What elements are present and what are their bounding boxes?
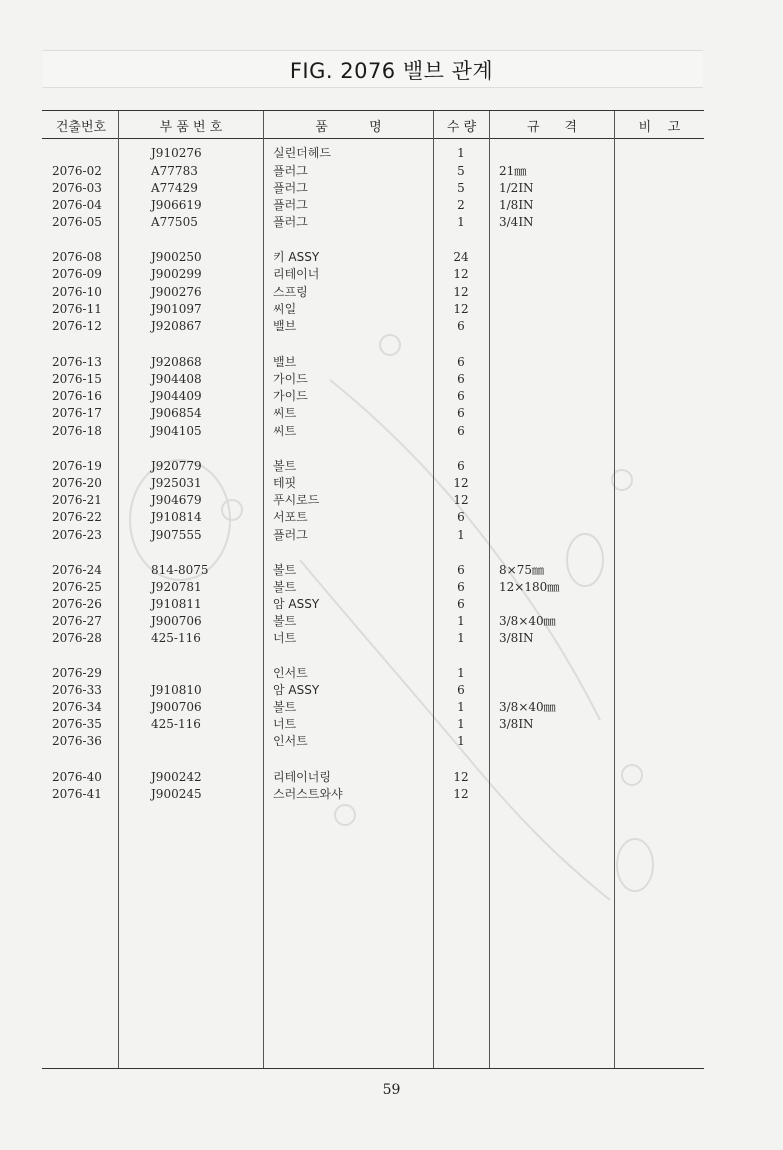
- item-number-cell: 2076-15: [52, 372, 102, 386]
- part-name-cell: 밸브: [273, 319, 297, 333]
- part-number-cell: A77429: [151, 181, 198, 195]
- spec-cell: 8×75㎜: [499, 563, 544, 577]
- quantity-cell: 6: [457, 406, 465, 420]
- part-name-cell: 볼트: [273, 563, 297, 577]
- item-number-cell: 2076-03: [52, 181, 102, 195]
- quantity-cell: 12: [453, 285, 469, 299]
- part-name-cell: 볼트: [273, 700, 297, 714]
- spec-cell: 3/8×40㎜: [499, 700, 556, 714]
- header-spec: 규 격: [527, 120, 577, 135]
- part-name-cell: 서포트: [273, 510, 308, 524]
- quantity-cell: 24: [453, 250, 469, 264]
- part-name-cell: 푸시로드: [273, 493, 320, 507]
- quantity-cell: 6: [457, 563, 465, 577]
- item-number-cell: 2076-12: [52, 319, 102, 333]
- quantity-cell: 6: [457, 459, 465, 473]
- quantity-cell: 6: [457, 424, 465, 438]
- part-number-cell: J904408: [151, 372, 202, 386]
- part-name-cell: 암 ASSY: [273, 597, 320, 611]
- quantity-cell: 1: [457, 614, 465, 628]
- item-number-cell: 2076-25: [52, 580, 102, 594]
- part-name-cell: 인서트: [273, 666, 308, 680]
- part-number-cell: J920867: [151, 319, 202, 333]
- header-part-number: 부 품 번 호: [159, 120, 223, 135]
- part-name-cell: 가이드: [273, 389, 308, 403]
- part-name-cell: 볼트: [273, 459, 297, 473]
- quantity-cell: 5: [457, 164, 465, 178]
- item-number-cell: 2076-19: [52, 459, 102, 473]
- part-number-cell: J920781: [151, 580, 202, 594]
- part-name-cell: 플러그: [273, 181, 308, 195]
- item-number-cell: 2076-20: [52, 476, 102, 490]
- part-number-cell: J901097: [151, 302, 202, 316]
- quantity-cell: 6: [457, 597, 465, 611]
- item-number-cell: 2076-04: [52, 198, 102, 212]
- item-number-cell: 2076-27: [52, 614, 102, 628]
- item-number-cell: 2076-26: [52, 597, 102, 611]
- item-number-cell: 2076-17: [52, 406, 102, 420]
- quantity-cell: 2: [457, 198, 465, 212]
- table-bottom-rule: [42, 1068, 704, 1069]
- quantity-cell: 1: [457, 717, 465, 731]
- item-number-cell: 2076-34: [52, 700, 102, 714]
- header-part-name: 품 명: [315, 120, 382, 135]
- part-name-cell: 플러그: [273, 164, 308, 178]
- page-number: 59: [382, 1082, 401, 1098]
- part-number-cell: J906619: [151, 198, 202, 212]
- quantity-cell: 1: [457, 528, 465, 542]
- part-name-cell: 리테이너링: [273, 770, 331, 784]
- header-item-number: 건출번호: [55, 120, 107, 135]
- part-name-cell: 플러그: [273, 215, 308, 229]
- part-number-cell: J920868: [151, 355, 202, 369]
- part-number-cell: J900706: [151, 700, 202, 714]
- part-number-cell: J904679: [151, 493, 202, 507]
- part-name-cell: 밸브: [273, 355, 297, 369]
- item-number-cell: 2076-35: [52, 717, 102, 731]
- item-number-cell: 2076-29: [52, 666, 102, 680]
- item-number-cell: 2076-41: [52, 787, 102, 801]
- part-name-cell: 테핏: [273, 476, 297, 490]
- header-quantity: 수 량: [446, 120, 477, 135]
- part-number-cell: J900299: [151, 267, 202, 281]
- column-divider: [489, 111, 490, 1068]
- table-header-rule: [42, 138, 704, 139]
- part-number-cell: J900706: [151, 614, 202, 628]
- item-number-cell: 2076-21: [52, 493, 102, 507]
- part-name-cell: 실린더헤드: [273, 146, 331, 160]
- item-number-cell: 2076-09: [52, 267, 102, 281]
- part-name-cell: 암 ASSY: [273, 683, 320, 697]
- item-number-cell: 2076-28: [52, 631, 102, 645]
- part-name-cell: 씨일: [273, 302, 297, 316]
- part-name-cell: 플러그: [273, 528, 308, 542]
- part-number-cell: J910811: [151, 597, 202, 611]
- part-number-cell: 814-8075: [151, 563, 209, 577]
- part-number-cell: J904105: [151, 424, 202, 438]
- item-number-cell: 2076-02: [52, 164, 102, 178]
- part-number-cell: J910814: [151, 510, 202, 524]
- page-title: FIG. 2076 밸브 관계: [289, 59, 494, 83]
- part-number-cell: 425-116: [151, 717, 201, 731]
- part-number-cell: J900245: [151, 787, 202, 801]
- column-divider: [614, 111, 615, 1068]
- part-name-cell: 스프링: [273, 285, 308, 299]
- column-divider: [433, 111, 434, 1068]
- part-number-cell: J925031: [151, 476, 202, 490]
- spec-cell: 12×180㎜: [499, 580, 560, 594]
- item-number-cell: 2076-11: [52, 302, 102, 316]
- quantity-cell: 6: [457, 580, 465, 594]
- quantity-cell: 6: [457, 389, 465, 403]
- part-number-cell: J910276: [151, 146, 202, 160]
- part-name-cell: 가이드: [273, 372, 308, 386]
- quantity-cell: 5: [457, 181, 465, 195]
- part-name-cell: 볼트: [273, 580, 297, 594]
- item-number-cell: 2076-33: [52, 683, 102, 697]
- item-number-cell: 2076-23: [52, 528, 102, 542]
- item-number-cell: 2076-16: [52, 389, 102, 403]
- item-number-cell: 2076-13: [52, 355, 102, 369]
- part-name-cell: 플러그: [273, 198, 308, 212]
- quantity-cell: 12: [453, 770, 469, 784]
- part-number-cell: J900250: [151, 250, 202, 264]
- column-divider: [118, 111, 119, 1068]
- item-number-cell: 2076-08: [52, 250, 102, 264]
- quantity-cell: 1: [457, 700, 465, 714]
- part-number-cell: J907555: [151, 528, 202, 542]
- part-number-cell: J910810: [151, 683, 202, 697]
- part-number-cell: A77783: [151, 164, 198, 178]
- quantity-cell: 1: [457, 734, 465, 748]
- quantity-cell: 12: [453, 476, 469, 490]
- part-name-cell: 스러스트와샤: [273, 787, 343, 801]
- spec-cell: 3/8×40㎜: [499, 614, 556, 628]
- item-number-cell: 2076-40: [52, 770, 102, 784]
- part-name-cell: 너트: [273, 631, 297, 645]
- spec-cell: 21㎜: [499, 164, 527, 178]
- part-number-cell: J920779: [151, 459, 202, 473]
- item-number-cell: 2076-36: [52, 734, 102, 748]
- part-name-cell: 씨트: [273, 406, 297, 420]
- spec-cell: 3/8IN: [499, 717, 534, 731]
- part-name-cell: 볼트: [273, 614, 297, 628]
- part-number-cell: J906854: [151, 406, 202, 420]
- spec-cell: 3/8IN: [499, 631, 534, 645]
- quantity-cell: 6: [457, 510, 465, 524]
- column-divider: [263, 111, 264, 1068]
- item-number-cell: 2076-05: [52, 215, 102, 229]
- part-name-cell: 키 ASSY: [273, 250, 320, 264]
- quantity-cell: 6: [457, 355, 465, 369]
- quantity-cell: 1: [457, 666, 465, 680]
- quantity-cell: 6: [457, 372, 465, 386]
- part-name-cell: 리테이너: [273, 267, 320, 281]
- spec-cell: 1/8IN: [499, 198, 534, 212]
- quantity-cell: 6: [457, 319, 465, 333]
- item-number-cell: 2076-10: [52, 285, 102, 299]
- quantity-cell: 12: [453, 787, 469, 801]
- quantity-cell: 1: [457, 631, 465, 645]
- part-number-cell: A77505: [151, 215, 198, 229]
- quantity-cell: 6: [457, 683, 465, 697]
- quantity-cell: 12: [453, 267, 469, 281]
- part-name-cell: 씨트: [273, 424, 297, 438]
- spec-cell: 3/4IN: [499, 215, 534, 229]
- part-number-cell: J904409: [151, 389, 202, 403]
- part-name-cell: 너트: [273, 717, 297, 731]
- part-number-cell: J900276: [151, 285, 202, 299]
- quantity-cell: 12: [453, 302, 469, 316]
- item-number-cell: 2076-22: [52, 510, 102, 524]
- part-number-cell: 425-116: [151, 631, 201, 645]
- quantity-cell: 1: [457, 146, 465, 160]
- spec-cell: 1/2IN: [499, 181, 534, 195]
- part-name-cell: 인서트: [273, 734, 308, 748]
- quantity-cell: 12: [453, 493, 469, 507]
- header-remarks: 비 고: [638, 120, 681, 135]
- table-top-rule: [42, 110, 704, 111]
- item-number-cell: 2076-18: [52, 424, 102, 438]
- part-number-cell: J900242: [151, 770, 202, 784]
- quantity-cell: 1: [457, 215, 465, 229]
- item-number-cell: 2076-24: [52, 563, 102, 577]
